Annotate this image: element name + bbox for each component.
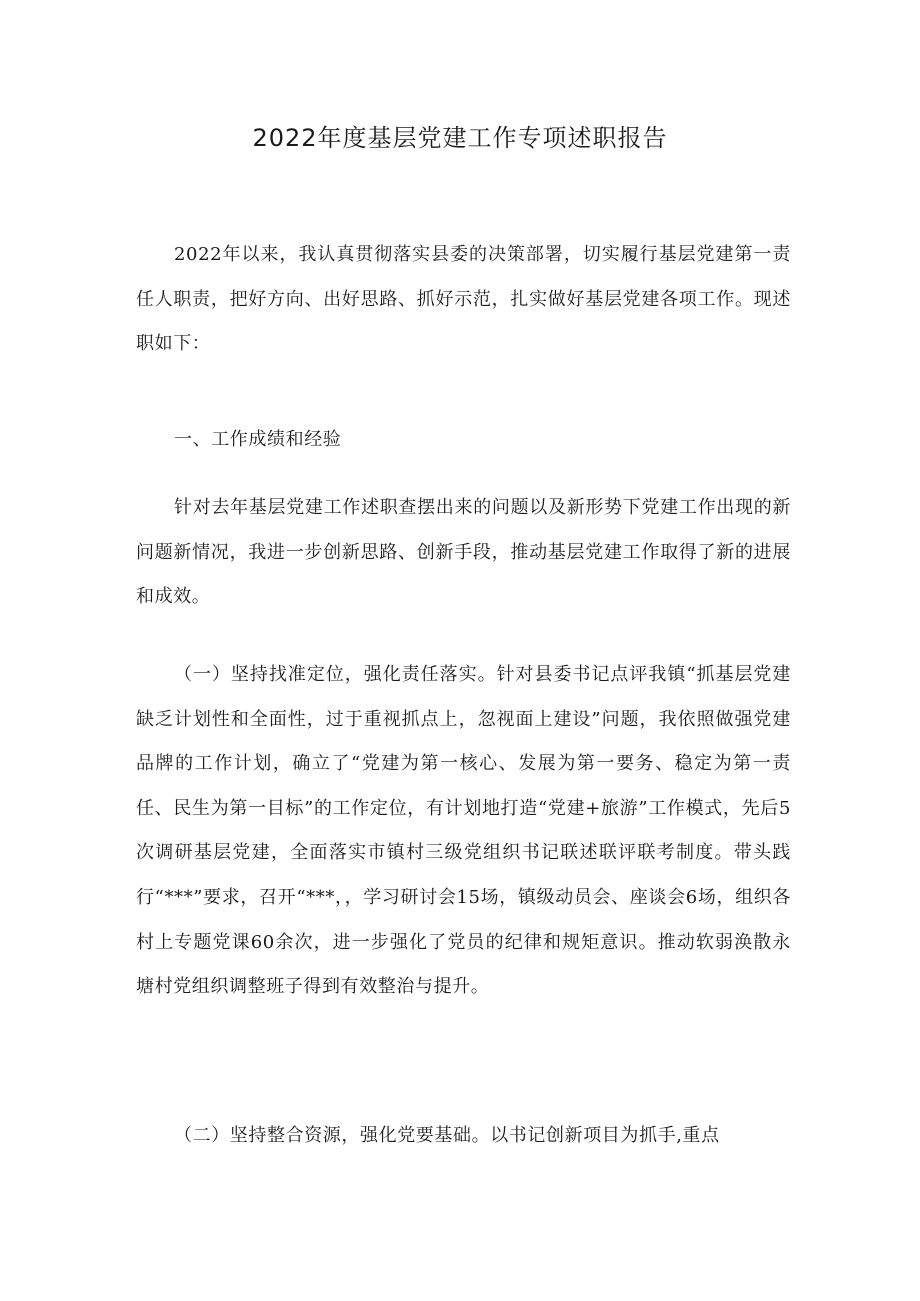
intro-paragraph: 2022年以来，我认真贯彻落实县委的决策部署，切实履行基层党建第一责任人职责，把好方向、出好思路、抓好示范，扎实做好基层党建各项工作。现述职如下：	[136, 244, 791, 355]
item-2-paragraph: （二）坚持整合资源，强化党要基础。以书记创新项目为抓手,重点	[174, 1125, 720, 1146]
issues-paragraph: 针对去年基层党建工作述职查摆出来的问题以及新形势下党建工作出现的新问题新情况，我进一步创新思路、创新手段，推动基层党建工作取得了新的进展和成效。	[136, 497, 791, 608]
document-title: 2022年度基层党建工作专项述职报告	[252, 124, 668, 152]
section-heading-achievements: 一、工作成绩和经验	[174, 429, 342, 450]
item-1-paragraph: （一）坚持找准定位，强化责任落实。针对县委书记点评我镇“抓基层党建缺乏计划性和全面性，过于重视抓点上，忽视面上建设”问题，我依照做强党建品牌的工作计划，确立了“党建为第一核心、发展为第一要务、稳定为第一责任、民生为第一目标”的工作定位，有计划地打造“党建+旅游”工作模式，先后5次调研基层党建，全面落实市镇村三级党组织书记联述联评联考制度。带头践行“***”要求，召开“***，，学习研讨会15场，镇级动员会、座谈会6场，组织各村上专题党课60余次，进一步强化了党员的纪律和规矩意识。推动软弱涣散永塘村党组织调整班子得到有效整治与提升。	[136, 664, 791, 998]
